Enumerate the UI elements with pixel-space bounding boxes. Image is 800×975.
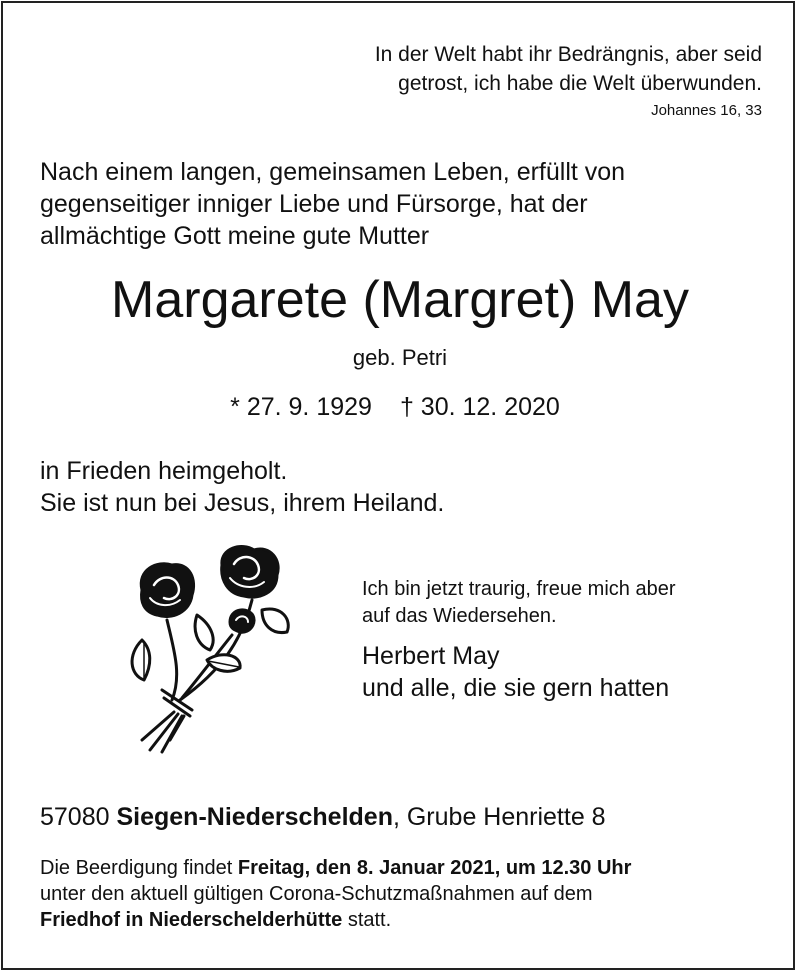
funeral-line-3 bbox=[40, 907, 770, 933]
funeral-text-1: Die Beerdigung findet bbox=[40, 857, 238, 879]
quote-line-2: auf das Wiedersehen. bbox=[362, 605, 557, 627]
outro-line-1: in Frieden heimgeholt. bbox=[40, 457, 288, 485]
funeral-line-1 bbox=[40, 855, 770, 881]
funeral-place: Friedhof in Niederschelderhütte bbox=[40, 909, 343, 931]
street: , Grube Henriette 8 bbox=[392, 803, 606, 831]
death-date: † 30. 12. 2020 bbox=[399, 393, 560, 421]
maiden-name: geb. Petri bbox=[352, 345, 448, 370]
birth-date: * 27. 9. 1929 bbox=[230, 393, 372, 421]
address bbox=[40, 803, 606, 832]
postcode: 57080 bbox=[40, 803, 110, 831]
mourners-others: und alle, die sie gern hatten bbox=[362, 674, 670, 702]
verse-reference: Johannes 16, 33 bbox=[651, 102, 762, 119]
life-dates bbox=[0, 393, 790, 422]
city: Siegen-Niederschelden bbox=[116, 803, 393, 831]
roses-bouquet-icon bbox=[112, 540, 302, 770]
intro-line-3: allmächtige Gott meine gute Mutter bbox=[40, 222, 430, 250]
deceased-name: Margarete (Margret) May bbox=[111, 271, 689, 329]
funeral-text-3: statt. bbox=[342, 909, 392, 931]
intro-text bbox=[40, 156, 760, 252]
verse-line-1: In der Welt habt ihr Bedrängnis, aber seid bbox=[374, 43, 762, 66]
quote-text bbox=[362, 576, 675, 630]
verse-line-2: getrost, ich habe die Welt überwunden. bbox=[398, 72, 762, 95]
funeral-date: Freitag, den 8. Januar 2021, um 12.30 Uhr bbox=[237, 857, 632, 879]
intro-line-1: Nach einem langen, gemeinsamen Leben, erfüllt von bbox=[40, 158, 626, 186]
funeral-info bbox=[40, 855, 770, 933]
mourner-name: Herbert May bbox=[362, 642, 500, 670]
quote-line-1: Ich bin jetzt traurig, freue mich aber bbox=[362, 578, 676, 600]
outro-line-2: Sie ist nun bei Jesus, ihrem Heiland. bbox=[40, 489, 445, 517]
outro-text bbox=[40, 455, 444, 519]
funeral-line-2: unter den aktuell gültigen Corona-Schutzmaßnahmen auf dem bbox=[40, 883, 593, 905]
bible-verse bbox=[292, 40, 762, 98]
intro-line-2: gegenseitiger inniger Liebe und Fürsorge, hat der bbox=[40, 190, 588, 218]
mourners bbox=[362, 640, 669, 704]
